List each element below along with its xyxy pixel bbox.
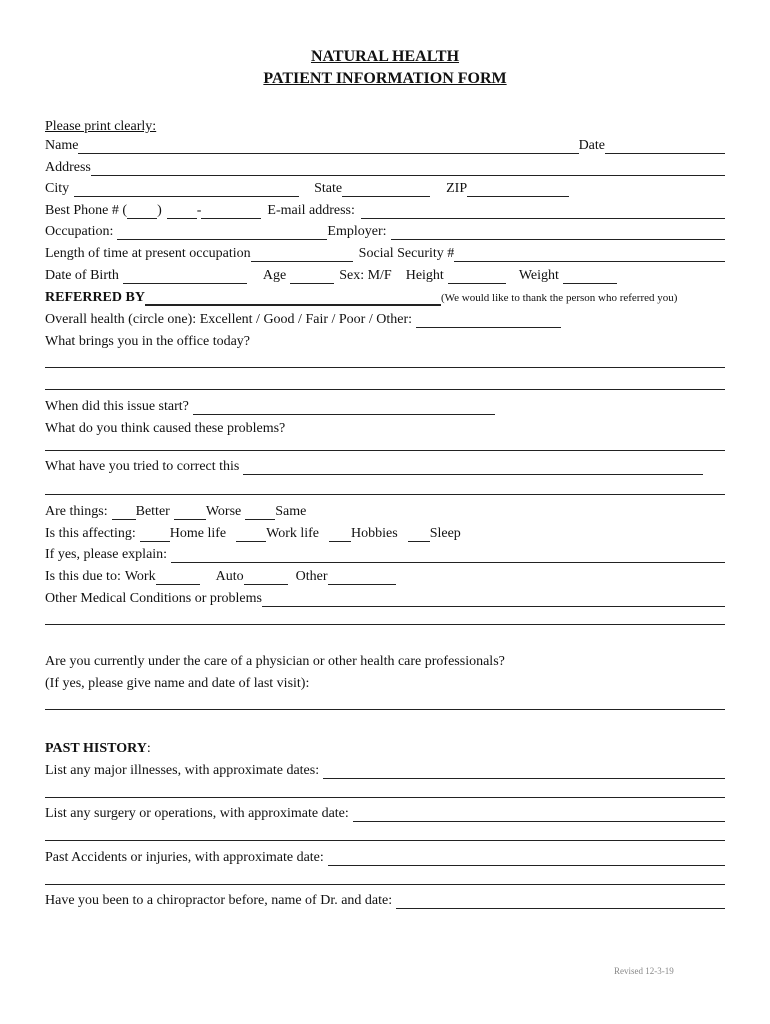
accidents-row [45,848,725,866]
occupation-field[interactable] [117,227,327,240]
address-field[interactable] [91,163,725,176]
referred-row [45,288,725,306]
phone-row [45,201,725,219]
zip-field[interactable] [467,184,569,197]
illnesses-field[interactable] [323,766,725,779]
things-row [45,502,725,520]
date-label: Date [578,138,605,153]
illnesses-line-2[interactable] [45,797,725,798]
length-field[interactable] [251,249,353,262]
instruction-text: Please print clearly: [45,119,157,134]
overall-row [45,310,725,328]
auto-blank[interactable] [244,572,288,585]
email-label: E-mail address: [267,203,355,218]
same-blank[interactable] [245,507,275,520]
hobbies-option: Hobbies [351,526,398,541]
sex-label: Sex: M/F [339,268,392,283]
past-history-row [45,739,725,757]
tried-label: What have you tried to correct this [45,459,240,474]
physician-line[interactable] [45,709,725,710]
caused-line-1[interactable] [45,450,725,451]
brings-label: What brings you in the office today? [45,334,251,349]
city-label: City [45,181,70,196]
name-row [45,136,725,154]
home-life-blank[interactable] [140,529,170,542]
ssn-field[interactable] [454,249,725,262]
height-field[interactable] [448,271,506,284]
phone-label: Best Phone # ( [45,203,128,218]
start-field[interactable] [193,402,495,415]
chiro-row [45,891,725,909]
instruction-row [45,117,725,135]
work-life-option: Work life [266,526,320,541]
surgery-label: List any surgery or operations, with approximate date: [45,806,349,821]
referred-note: (We would like to thank the person who referred you) [440,292,678,304]
phone-prefix-field[interactable] [167,206,197,219]
conditions-line-2[interactable] [45,624,725,625]
tried-row [45,457,725,475]
conditions-field[interactable] [262,594,725,607]
start-label: When did this issue start? [45,399,189,414]
dob-row [45,266,725,284]
referred-field[interactable] [145,292,441,306]
physician-note-row [45,674,725,692]
date-field[interactable] [605,141,725,154]
tried-field[interactable] [243,462,703,475]
start-row [45,397,725,415]
weight-label: Weight [518,268,559,283]
past-history-heading: PAST HISTORY [45,741,147,756]
accidents-label: Past Accidents or injuries, with approximate date: [45,850,324,865]
dob-label: Date of Birth [45,268,119,283]
surgery-line-2[interactable] [45,840,725,841]
home-life-option: Home life [169,526,227,541]
zip-label: ZIP [446,181,468,196]
age-label: Age [262,268,287,283]
phone-sep2: - [196,203,202,218]
employer-field[interactable] [391,227,725,240]
better-blank[interactable] [112,507,136,520]
other-blank[interactable] [328,572,396,585]
illnesses-row [45,761,725,779]
phone-area-field[interactable] [127,206,157,219]
sleep-blank[interactable] [408,529,430,542]
past-history-colon: : [146,741,151,756]
affecting-label: Is this affecting: [45,526,136,541]
physician-label: Are you currently under the care of a physician or other health care professionals? [45,654,505,669]
length-row [45,244,725,262]
state-label: State [314,181,343,196]
dob-field[interactable] [123,271,247,284]
work-option: Work [124,569,156,584]
conditions-label: Other Medical Conditions or problems [45,591,262,606]
form-title-line2: PATIENT INFORMATION FORM [263,70,507,87]
phone-sep1: ) [157,203,162,218]
accidents-line-2[interactable] [45,884,725,885]
city-row [45,179,725,197]
due-label: Is this due to: [45,569,121,584]
things-label: Are things: [45,504,108,519]
caused-row [45,419,725,437]
hobbies-blank[interactable] [329,529,351,542]
conditions-row [45,589,725,607]
referred-label: REFERRED BY [45,290,145,305]
chiro-field[interactable] [396,896,725,909]
occupation-label: Occupation: [45,224,114,239]
overall-other-field[interactable] [416,315,561,328]
work-blank[interactable] [156,572,200,585]
age-field[interactable] [290,271,334,284]
explain-label: If yes, please explain: [45,547,168,562]
explain-field[interactable] [171,550,725,563]
address-label: Address [45,160,91,175]
brings-line-1[interactable] [45,367,725,368]
name-field[interactable] [78,141,578,154]
caused-label: What do you think caused these problems? [45,421,286,436]
brings-row [45,332,725,350]
surgery-field[interactable] [353,809,725,822]
worse-blank[interactable] [174,507,206,520]
chiro-label: Have you been to a chiropractor before, name of Dr. and date: [45,893,393,908]
ssn-label: Social Security # [358,246,455,261]
tried-line-2[interactable] [45,494,725,495]
auto-option: Auto [215,569,244,584]
city-field[interactable] [74,184,299,197]
overall-label: Overall health (circle one): Excellent / Good / Fair / Poor / Other: [45,312,412,327]
work-life-blank[interactable] [236,529,266,542]
address-row [45,158,725,176]
brings-line-2[interactable] [45,389,725,390]
physician-row [45,652,725,670]
accidents-field[interactable] [328,853,725,866]
revised-date: Revised 12-3-19 [614,966,674,976]
illnesses-label: List any major illnesses, with approximate dates: [45,763,320,778]
same-option: Same [275,504,307,519]
name-label: Name [45,138,79,153]
state-field[interactable] [342,184,430,197]
physician-note: (If yes, please give name and date of last visit): [45,676,310,691]
height-label: Height [405,268,444,283]
due-row [45,567,725,585]
weight-field[interactable] [563,271,617,284]
email-field[interactable] [361,206,725,219]
worse-option: Worse [205,504,242,519]
explain-row [45,545,725,563]
sleep-option: Sleep [429,526,461,541]
form-title-line1: NATURAL HEALTH [310,48,460,65]
better-option: Better [135,504,170,519]
phone-line-field[interactable] [201,206,261,219]
surgery-row [45,804,725,822]
length-label: Length of time at present occupation [45,246,251,261]
occupation-row [45,222,725,240]
affecting-row [45,524,725,542]
other-option: Other [295,569,328,584]
employer-label: Employer: [327,224,387,239]
